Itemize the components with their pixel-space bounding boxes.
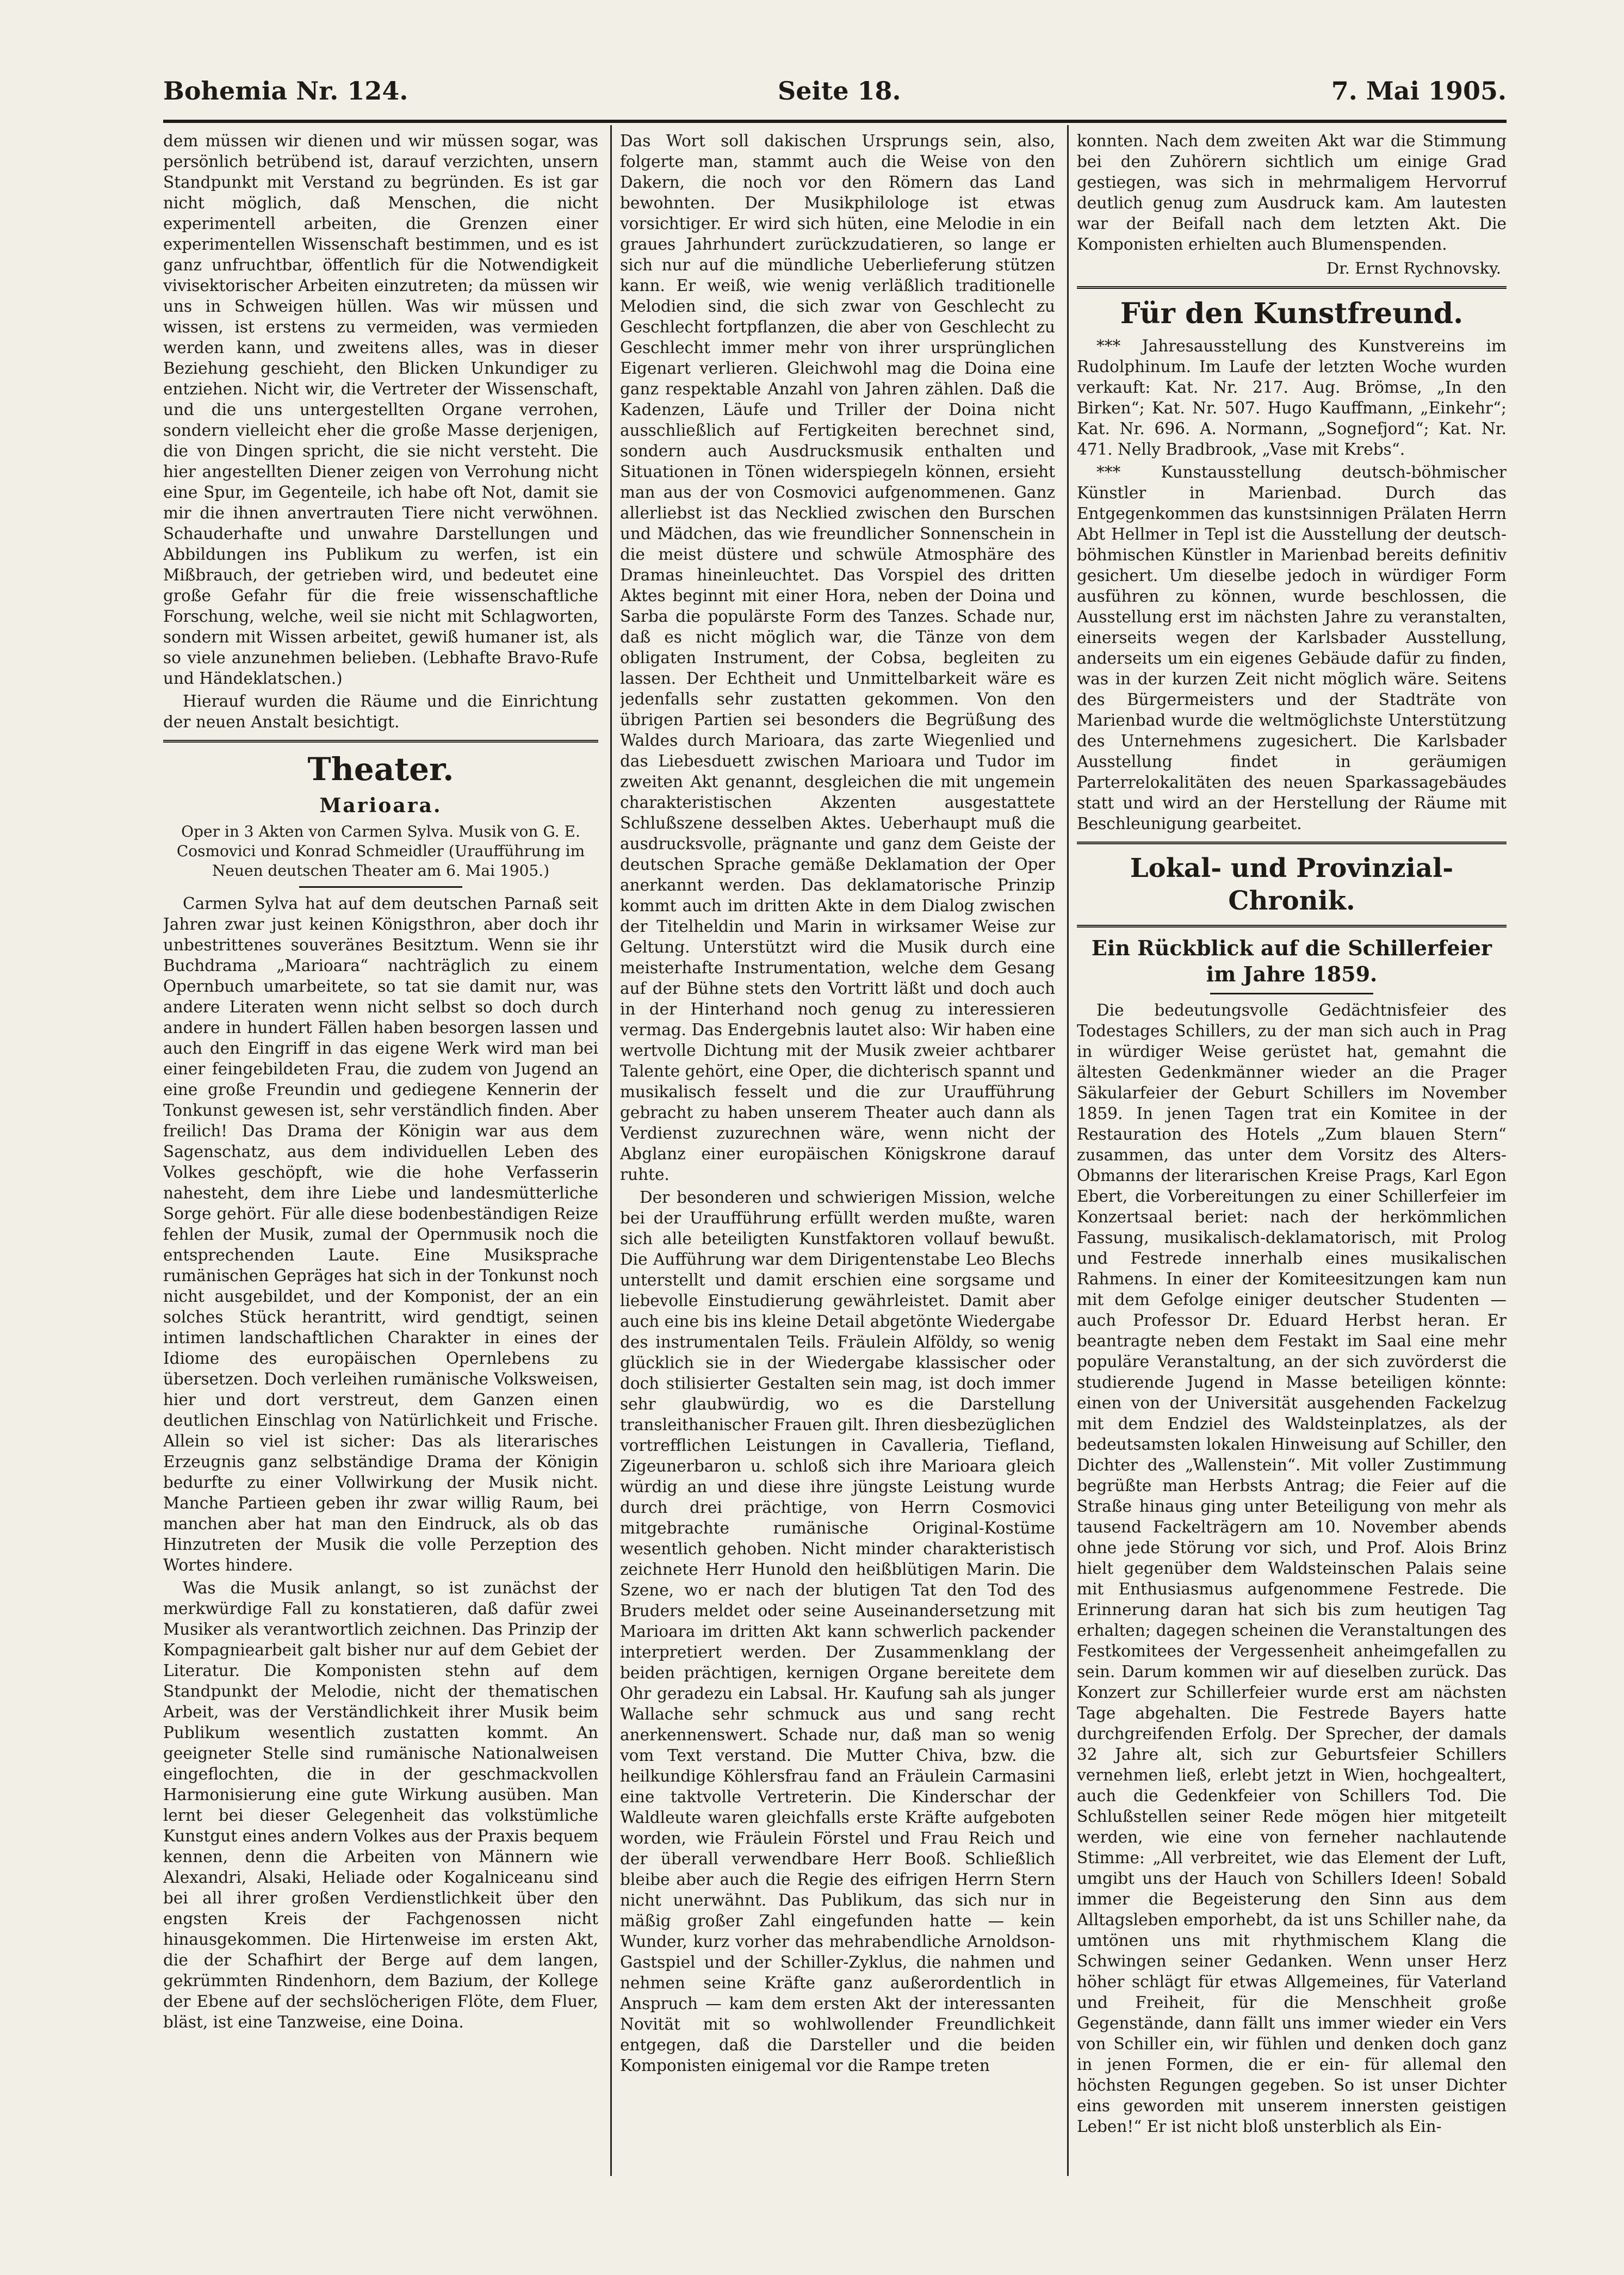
section-heading-kunstfreund: Für den Kunstfreund.	[1120, 297, 1464, 330]
article-paragraph: Das Wort soll dakischen Ursprungs sein, also, folgerte man, stammt auch die Weise von den Dakern, die noch vor den Römern das Land bewohnten. Der Musikphilologe ist etwas vorsichtiger. Er wird sich hüten, eine Melodie in ein graues Jahrhundert zurückzudatieren, so lange er sich nur auf die mündliche Ueberlieferung stützen kann. Er weiß, wie wenig verläßlich traditionelle Melodien sind, die sich zwar von Geschlecht zu Geschlecht fortpflanzen, die aber von Geschlecht zu Geschlecht immer mehr von ihrer ursprünglichen Eigenart verlieren. Gleichwohl mag die Doina eine ganz respektable Anzahl von Jahren zählen. Daß die Kadenzen, Läufe und Triller der Doina nicht ausschließlich auf Fertigkeiten berechnet sind, sondern auch Ausdrucksmusik enthalten und Situationen in Tönen widerspiegeln können, ersieht man aus der von Cosmovici aufgenommenen. Ganz allerliebst ist das Necklied zwischen den Burschen und Mädchen, das wie freundlicher Sonnenschein in die meist düstere und schwüle Atmosphäre des Dramas hineinleuchtet. Das Vorspiel des dritten Aktes beginnt mit einer Hora, neben der Doina und Sarba die populärste Form des Tanzes. Schade nur, daß es nicht möglich war, die Tänze von dem obligaten Instrument, der Cobsa, begleiten zu lassen. Der Echtheit und Unmittelbarkeit wäre es jedenfalls sehr zustatten gekommen. Von den übrigen Partien sei besonders die Begrüßung des Waldes durch Marioara, das zarte Wiegenlied und das Liebesduett zwischen Marioara und Tudor im zweiten Akt genannt, desgleichen die mit ungemein charakteristischen Akzenten ausgestattete Schlußszene desselben Aktes. Ueberhaupt muß die ausdrucksvolle, prägnante und ganz dem Geiste der deutschen Sprache gemäße Deklamation der Oper anerkannt werden. Das deklamatorische Prinzip kommt auch im dritten Akte in dem Dialog zwischen der Titelheldin und Marin in wirksamer Weise zur Geltung. Unterstützt wird die Musik durch eine meisterhafte Instrumentation, welche dem Gesang auf der Bühne stets den Vortritt läßt und doch auch in der Hinterhand noch genug zu interessieren vermag. Das Endergebnis lautet also: Wir haben eine wertvolle Dichtung mit der Musik zweier achtbarer Talente gehört, eine Oper, die dichterisch spannt und musikalisch fesselt und die zur Uraufführung gebracht zu haben unserem Theater auch dann als Verdienst zuzurechnen wäre, wenn nicht der Abglanz einer europäischen Königskrone darauf ruhte.	[620, 132, 1055, 1184]
article-paragraph: Hierauf wurden die Räume und die Einrichtung der neuen Anstalt besichtigt.	[163, 692, 598, 731]
article-paragraph: Was die Musik anlangt, so ist zunächst der merkwürdige Fall zu konstatieren, daß dafür zwei Musiker als verantwortlich zeichnen. Das Prinzip der Kompagniearbeit galt bisher nur auf dem Gebiet der Literatur. Die Komponisten stehn auf dem Standpunkt der Melodie, nicht der thematischen Arbeit, was der Verständlichkeit ihrer Musik beim Publikum wesentlich zustatten kommt. An geeigneter Stelle sind rumänische Nationalweisen eingeflochten, die in der geschmackvollen Harmonisierung eine gute Wirkung ausüben. Man lernt bei dieser Gelegenheit das volkstümliche Kunstgut eines andern Volkes aus der Praxis bequem kennen, denn die Arbeiten von Männern wie Alexandri, Alsaki, Heliade oder Kogalniceanu sind bei all ihrer großen Verdienstlichkeit über den engsten Kreis der Fachgenossen nicht hinausgekommen. Die Hirtenweise im ersten Akt, die der Schafhirt der Berge auf dem langen, gekrümmten Rindenhorn, dem Bazium, der Kollege der Ebene auf der sechslöcherigen Flöte, dem Fluer, bläst, ist eine Tanzweise, eine Doina.	[163, 1579, 598, 2031]
section-divider	[1077, 286, 1507, 289]
section-divider	[1077, 842, 1507, 844]
article-paragraph: Der besonderen und schwierigen Mission, welche bei der Uraufführung erfüllt werden mußte, waren sich alle beteiligten Kunstfaktoren vollauf bewußt. Die Aufführung war dem Dirigentenstabe Leo Blechs unterstellt und damit erschien eine sorgsame und liebevolle Einstudierung gewährleistet. Damit aber auch eine bis ins kleine Detail abgetönte Wiedergabe des instrumentalen Teils. Fräulein Alföldy, so wenig glücklich sie in der Wiedergabe klassischer oder doch stilisierter Gestalten sein mag, ist doch immer sehr glaubwürdig, wo es die Darstellung transleithanischer Frauen gilt. Ihren diesbezüglichen vortrefflichen Leistungen in Cavalleria, Tiefland, Zigeunerbaron u. schloß sich ihre Marioara gleich würdig an und diese ihre jüngste Leistung wurde durch drei prächtige, von Herrn Cosmovici mitgebrachte rumänische Original-Kostüme wesentlich gehoben. Nicht minder charakteristisch zeichnete Herr Hunold den heißblütigen Marin. Die Szene, wo er nach der blutigen Tat den Tod des Bruders meldet oder seine Auseinandersetzung mit Marioara im dritten Akt kann schwerlich packender interpretiert werden. Der Zusammenklang der beiden prächtigen, kernigen Organe bereitete dem Ohr geradezu ein Labsal. Hr. Kaufung sah als junger Wallache sehr schmuck aus und sang recht anerkennenswert. Schade nur, daß man so wenig vom Text verstand. Die Mutter Chiva, bzw. die heilkundige Köhlersfrau fand an Fräulein Carmasini eine taktvolle Vertreterin. Die Kinderschar der Waldleute waren gleichfalls erste Kräfte aufgeboten worden, wie Fräulein Förstel und Frau Reich und der überall verwendbare Herr Booß. Schließlich bleibe aber auch die Regie des eifrigen Herrn Stern nicht unerwähnt. Das Publikum, das sich nur in mäßig großer Zahl eingefunden hatte — kein Wunder, kurz vorher das mehrabendliche Arnoldson-Gastspiel und der Schiller-Zyklus, die nahmen und nehmen seine Kräfte ganz außerordentlich in Anspruch — kam dem ersten Akt der interessanten Novität mit so wohlwollender Freundlichkeit entgegen, daß die Darsteller und die beiden Komponisten einigemal vor die Rampe treten	[620, 1188, 1055, 2075]
headline-divider	[1210, 993, 1373, 994]
masthead-paper-name: Bohemia Nr. 124.	[163, 76, 408, 106]
masthead-rule	[163, 120, 1507, 123]
column-2	[620, 131, 1055, 2176]
masthead	[163, 71, 1507, 114]
credit-divider	[299, 886, 462, 888]
review-credit: Oper in 3 Akten von Carmen Sylva. Musik von G. E. Cosmovici und Konrad Schmeidler (Uraufführung im Neuen deutschen Theater am 6. Mai 1905.)	[176, 823, 585, 880]
column-divider	[610, 125, 612, 2176]
section-divider	[1077, 925, 1507, 928]
section-divider	[163, 740, 598, 743]
news-item: *** Jahresausstellung des Kunstvereins im Rudolphinum. Im Laufe der letzten Woche wurden verkauft: Kat. Nr. 217. Aug. Brömse, „In den Birken“; Kat. Nr. 507. Hugo Kauffmann, „Einkehr“; Kat. Nr. 696. A. Normann, „Sognefjord“; Kat. Nr. 471. Nelly Bradbrook, „Vase mit Krebs“.	[1077, 337, 1507, 459]
article-paragraph: Carmen Sylva hat auf dem deutschen Parnaß seit Jahren zwar just keinen Königsthron, aber doch ihr unbestrittenes souveränes Besitztum. Wenn sie ihr Buchdrama „Marioara“ nachträglich zu einem Opernbuch umarbeitete, so tat sie damit nur, was andere Literaten wenn nicht selbst so doch durch andere in hundert Fällen haben besorgen lassen und auch den Eingriff in das eigene Werk wird man bei einer feingebildeten Frau, die zudem von Jugend an eine große Freundin und gediegene Kennerin der Tonkunst gewesen ist, sehr verständlich finden. Aber freilich! Das Drama der Königin war aus dem Sagenschatz, aus dem individuellen Leben des Volkes geschöpft, wie die hohe Verfasserin nahesteht, dem ihre Liebe und landesmütterliche Sorge gehört. Für alle diese bodenbeständigen Reize fehlen der Musik, zumal der Opernmusik noch die entsprechenden Laute. Eine Musiksprache rumänischen Gepräges hat sich in der Tonkunst noch nicht ausgebildet, und der Komponist, der an ein solches Stück herantritt, wird gendtigt, seinen intimen landschaftlichen Charakter in eines der Idiome des europäischen Opernlebens zu übersetzen. Doch verleihen rumänische Volksweisen, hier und dort verstreut, dem Ganzen einen deutlichen Einschlag von Natürlichkeit und Frische. Allein so viel ist sicher: Das als literarisches Erzeugnis ganz selbständige Drama der Königin bedurfte zu einer Vollwirkung der Musik nicht. Manche Partieen geben ihr zwar willig Raum, bei manchen aber hat man den Eindruck, als ob das Hinzutreten der Musik die volle Perzeption des Wortes hindere.	[163, 894, 598, 1574]
article-paragraph: dem müssen wir dienen und wir müssen sogar, was persönlich betrübend ist, darauf verzichten, unsern Standpunkt mit Verstand zu begründen. Es ist gar nicht möglich, daß Menschen, die nicht experimentell arbeiten, die Grenzen einer experimentellen Wissenschaft bestimmen, und es ist ganz unfruchtbar, öffentlich für die Notwendigkeit vivisektorischer Arbeiten einzutreten; da müssen wir uns in Schweigen hüllen. Was wir müssen und wissen, ist erstens zu vermeiden, was vermieden werden kann, und zweitens alles, was in dieser Beziehung geschieht, den Blicken Unkundiger zu entziehen. Nicht wir, die Vertreter der Wissenschaft, und die uns untergestellten Organe verrohen, sondern vielleicht eher die große Masse derjenigen, die von Dingen spricht, die sie nicht versteht. Die hier angestellten Diener zeigen von Verrohung nicht eine Spur, im Gegenteile, ich habe oft Not, damit sie mir die ihnen anvertrauten Tiere nicht verwöhnen. Schauderhafte und unwahre Darstellungen und Abbildungen ins Publikum zu werfen, ist ein Mißbrauch, der getrieben wird, und bedeutet eine große Gefahr für die freie wissenschaftliche Forschung, welche, weil sie nicht mit Schlagworten, sondern mit Wissen arbeitet, gewiß humaner ist, als so viele anzunehmen belieben. (Lebhafte Bravo-Rufe und Händeklatschen.)	[163, 132, 598, 688]
section-heading-theater: Theater.	[307, 751, 454, 788]
column-3	[1077, 131, 1507, 2176]
author-signature: Dr. Ernst Rychnovsky.	[1326, 259, 1501, 277]
news-item: *** Kunstausstellung deutsch-böhmischer Künstler in Marienbad. Durch das Entgegenkommen das kunstsinnigen Prälaten Herrn Abt Hellmer in Tepl ist die Ausstellung der deutsch-böhmischen Künstler in Marienbad bereits definitiv gesichert. Um dieselbe jedoch in würdiger Form ausführen zu können, wurde beschlossen, die Ausstellung erst im nächsten Jahre zu veranstalten, einerseits wegen der Karlsbader Ausstellung, anderseits um ein eigenes Gebäude dafür zu finden, was in der kurzen Zeit nicht möglich wäre. Seitens des Bürgermeisters und der Stadträte von Marienbad wurde die weltmöglichste Unterstützung des Unternehmens zugesichert. Die Karlsbader Ausstellung findet in geräumigen Parterrelokalitäten des neuen Sparkassagebäudes statt und wird an der Herstellung der Räume mit Beschleunigung gearbeitet.	[1077, 463, 1507, 833]
article-headline: Ein Rückblick auf die Schillerfeier im Jahre 1859.	[1091, 936, 1492, 986]
section-heading-lokal-chronik: Lokal- und Provinzial-Chronik.	[1130, 853, 1454, 916]
column-divider	[1067, 125, 1069, 2176]
column-1	[163, 131, 598, 2176]
newspaper-page	[163, 71, 1507, 2176]
article-paragraph: Die bedeutungsvolle Gedächtnisfeier des Todestages Schillers, zu der man sich auch in Prag in würdiger Weise gerüstet hat, gemahnt die ältesten Gedenkmänner wieder an die Prager Säkularfeier der Geburt Schillers im November 1859. In jenen Tagen trat ein Komitee in der Restauration des Hotels „Zum blauen Stern“ zusammen, das unter dem Vorsitz des Alters-Obmanns der literarischen Kreise Prags, Karl Egon Ebert, die Vorbereitungen zu einer Schillerfeier im Konzertsaal beriet: nach der herkömmlichen Fassung, musikalisch-deklamatorisch, mit Prolog und Festrede innerhalb eines musikalischen Rahmens. In einer der Komiteesitzungen kam nun mit dem Gefolge einiger deutscher Studenten — auch Professor Dr. Eduard Herbst heran. Er beantragte neben dem Festakt im Saal eine mehr populäre Veranstaltung, an der sich zuvörderst die studierende Jugend in Masse beteiligen könnte: einen von der Universität ausgehenden Fackelzug mit dem Endziel des Waldsteinplatzes, als der bedeutsamsten lokalen Hinweisung auf Schiller, den Dichter des „Wallenstein“. Mit voller Zustimmung begrüßte man Herbsts Antrag; die Feier auf die Straße hinaus ging unter Beteiligung von mehr als tausend Fackelträgern am 10. November abends ohne jede Störung vor sich, und Prof. Alois Brinz hielt gegenüber dem Waldsteinschen Palais seine mit Enthusiasmus aufgenommene Festrede. Die Erinnerung daran hat sich bis zum heutigen Tag erhalten; dagegen scheinen die Veranstaltungen des Festkomitees der Vergessenheit anheimgefallen zu sein. Darum kommen wir auf dieselben zurück. Das Konzert zur Schillerfeier wurde erst am nächsten Tage abgehalten. Die Festrede Bayers hatte durchgreifenden Erfolg. Der Sprecher, der damals 32 Jahre alt, sich zur Geburtsfeier Schillers vernehmen ließ, erlebt jetzt in Wien, hochgealtert, auch die Gedenkfeier von Schillers Tod. Die Schlußstellen seiner Rede mögen hier mitgeteilt werden, wie eine von ferneher nachlautende Stimme: „All verbreitet, wie das Element der Luft, umgibt uns der Hauch von Schillers Ideen! Sobald immer die Begeisterung den Sinn aus dem Alltagsleben emporhebt, da ist uns Schiller nahe, da umtönen uns mit rhythmischem Klang die Schwingen seiner Gedanken. Wenn unser Herz höher schlägt für etwas Allgemeines, für Vaterland und Freiheit, für die Menschheit große Gegenstände, dann fällt uns immer wieder ein Vers von Schiller ein, wir fühlen und denken doch ganz in jenen Formen, die er ein- für allemal den höchsten Regungen gegeben. So ist unser Dichter eins geworden mit unserem innersten geistigen Leben!“ Er ist nicht bloß unsterblich als Ein-	[1077, 1001, 1507, 2136]
article-paragraph: konnten. Nach dem zweiten Akt war die Stimmung bei den Zuhörern sichtlich um einige Grad gestiegen, was sich in mehrmaligem Hervorruf deutlich genug zum Ausdruck kam. Am lautesten war der Beifall nach dem letzten Akt. Die Komponisten erhielten auch Blumenspenden.	[1077, 132, 1507, 254]
masthead-page-number: Seite 18.	[778, 76, 901, 106]
masthead-date: 7. Mai 1905.	[1331, 76, 1507, 106]
review-title: Marioara.	[319, 794, 442, 817]
